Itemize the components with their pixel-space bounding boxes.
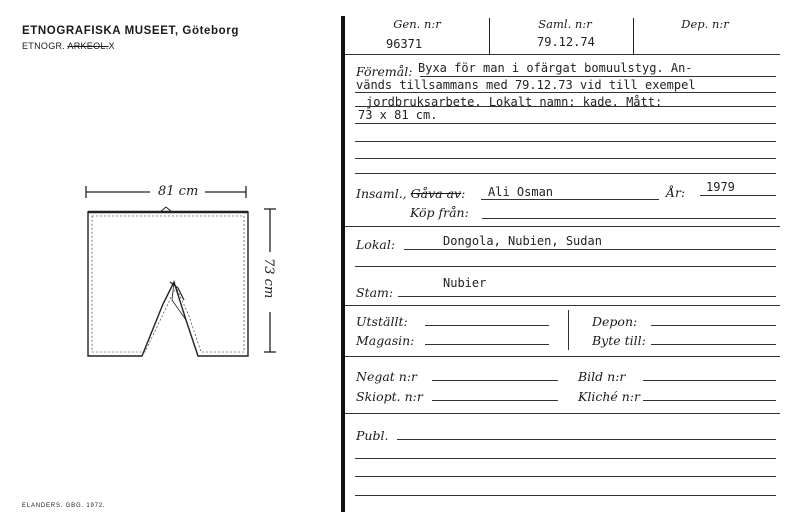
status-divider (568, 310, 570, 350)
saml-nr-label: Saml. n:r (538, 17, 592, 31)
foremal-line-2: vänds tillsammans med 79.12.73 vid till exempel (356, 78, 696, 92)
publ-label: Publ. (356, 428, 389, 443)
utstallt-label: Utställt: (356, 314, 408, 329)
bild-label: Bild n:r (578, 369, 626, 384)
ar-label: År: (666, 185, 686, 200)
byte-till-label: Byte till: (592, 333, 646, 348)
publ-rule-1 (397, 439, 776, 440)
insaml-rule (481, 199, 659, 200)
foremal-rule-1 (420, 76, 776, 77)
foremal-rule-5 (355, 141, 776, 142)
insaml-label-text: Insaml., (356, 186, 407, 201)
ar-value: 1979 (706, 180, 735, 194)
foremal-rule-4 (355, 123, 776, 124)
negat-rule (432, 380, 558, 381)
lokal-value: Dongola, Nubien, Sudan (443, 234, 602, 248)
printer-imprint: ELANDERS. GBG. 1972. (22, 503, 106, 509)
skiopt-rule (432, 400, 558, 401)
department-ethno: ETNOGR. (22, 41, 68, 51)
card-divider (341, 16, 345, 512)
foremal-rule-2 (355, 92, 776, 93)
header-divider-1 (489, 18, 490, 54)
utstallt-rule (425, 325, 549, 326)
dep-nr-label: Dep. n:r (681, 17, 729, 31)
kop-fran-rule (482, 218, 776, 219)
lokal-rule (404, 249, 776, 250)
gen-nr-value: 96371 (386, 37, 423, 51)
trousers-drawing (0, 0, 341, 519)
department-suffix: X (108, 41, 115, 51)
section-rule-stam (345, 305, 780, 306)
skiopt-label: Skiopt. n:r (356, 389, 423, 404)
foremal-label: Föremål: (356, 64, 413, 79)
foremal-line-3: jordbruksarbete. Lokalt namn: kade. Mått: (366, 95, 663, 109)
section-rule-insaml (345, 226, 780, 227)
byte-till-rule (651, 344, 776, 345)
header-bottom-rule (345, 54, 780, 55)
foremal-rule-7 (355, 173, 776, 174)
magasin-label: Magasin: (356, 333, 415, 348)
foremal-line-4: 73 x 81 cm. (358, 108, 438, 122)
depon-label: Depon: (592, 314, 638, 329)
publ-rule-3 (355, 476, 776, 477)
foremal-rule-6 (355, 158, 776, 159)
stam-rule (398, 296, 776, 297)
museum-name: ETNOGRAFISKA MUSEET, Göteborg (22, 25, 239, 37)
section-rule-status (345, 356, 780, 357)
gen-nr-label: Gen. n:r (393, 17, 441, 31)
trousers-outline (88, 207, 248, 356)
department-struck: ARKEOL. (67, 41, 109, 51)
insaml-label (356, 186, 465, 201)
publ-rule-4 (355, 495, 776, 496)
header-divider-2 (633, 18, 634, 54)
kop-fran-label: Köp från: (410, 205, 469, 220)
stam-value: Nubier (443, 276, 487, 290)
negat-label: Negat n:r (356, 369, 418, 384)
kliche-label: Kliché n:r (578, 389, 640, 404)
insaml-struck-gift: Gåva av (410, 186, 462, 201)
saml-nr-value: 79.12.74 (537, 35, 595, 49)
magasin-rule (425, 344, 549, 345)
kliche-rule (643, 400, 776, 401)
insaml-value: Ali Osman (488, 185, 554, 199)
ar-rule (700, 195, 776, 196)
lokal-label: Lokal: (356, 237, 396, 252)
depon-rule (651, 325, 776, 326)
bild-rule (643, 380, 776, 381)
height-label: 73 cm (261, 258, 276, 299)
foremal-rule-3 (355, 106, 776, 107)
width-label: 81 cm (158, 184, 199, 199)
foremal-line-1: Byxa för man i ofärgat bomuulstyg. An- (418, 61, 693, 75)
stam-label: Stam: (356, 285, 394, 300)
section-rule-photo (345, 413, 780, 414)
lokal-rule-2 (355, 266, 776, 267)
publ-rule-2 (355, 458, 776, 459)
insaml-colon: : (461, 186, 466, 201)
